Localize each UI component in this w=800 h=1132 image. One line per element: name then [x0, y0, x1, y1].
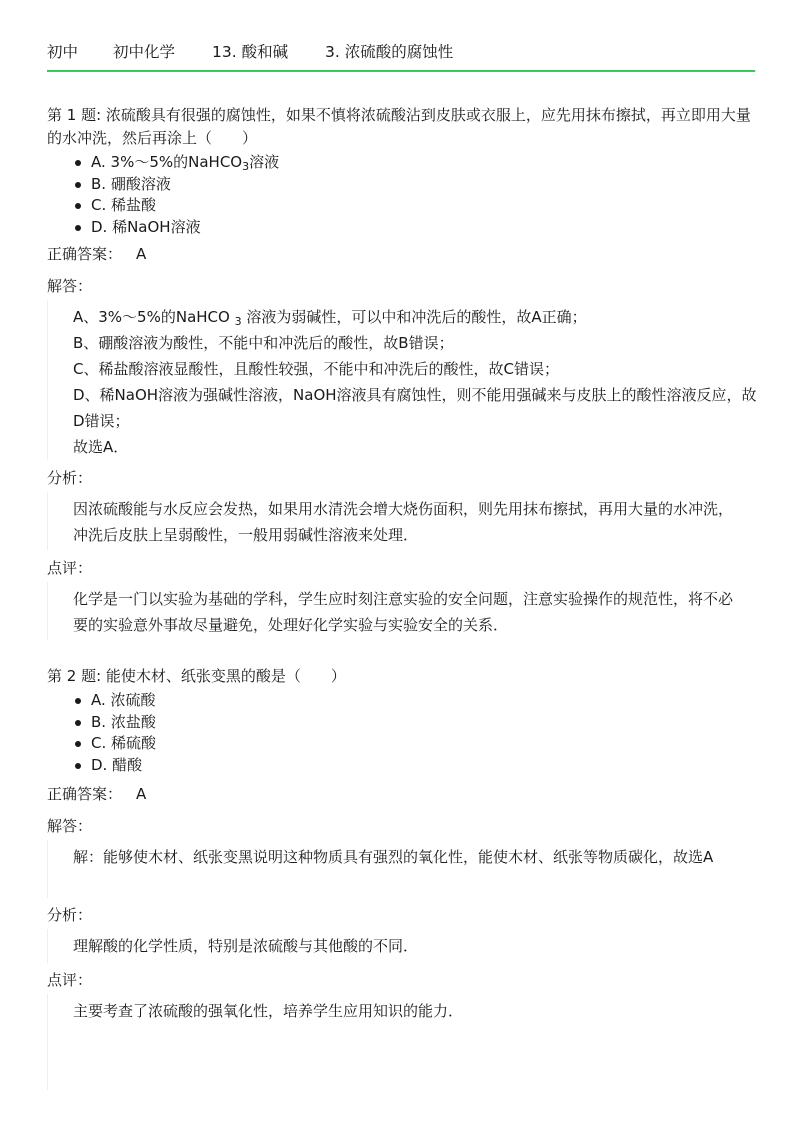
- answer-value: A: [136, 245, 147, 263]
- bullet-icon: [75, 225, 81, 231]
- breadcrumb-item-level[interactable]: 初中: [47, 43, 79, 61]
- comment-block-1: [47, 586, 757, 638]
- analysis-label: 分析：: [47, 469, 93, 487]
- answer-row-1: [47, 243, 757, 265]
- breadcrumb-item-chapter[interactable]: 13. 酸和碱: [212, 43, 289, 61]
- solution-label-1: [47, 275, 757, 297]
- question-2: [47, 665, 757, 776]
- option-text-suffix: 溶液: [249, 153, 280, 171]
- analysis-block-2: [47, 933, 757, 959]
- question-title: 第 2 题: 能使木材、纸张变黑的酸是（ ）: [47, 667, 346, 685]
- analysis-block-1: [47, 496, 757, 548]
- option-c[interactable]: [47, 733, 757, 755]
- answer-row-2: [47, 783, 757, 805]
- bullet-icon: [75, 160, 81, 166]
- comment-label: 点评：: [47, 559, 93, 577]
- option-d[interactable]: [47, 217, 757, 239]
- solution-label-2: [47, 815, 757, 837]
- option-a[interactable]: [47, 690, 757, 712]
- option-text: D. 稀NaOH溶液: [91, 217, 201, 236]
- solution-block-1: [47, 304, 757, 460]
- solution-line: 解：能够使木材、纸张变黑说明这种物质具有强烈的氧化性，能使木材、纸张等物质碳化，故选A: [73, 848, 714, 866]
- solution-line: A、3%～5%的NaHCO $_3$ 溶液为弱碱性，可以中和冲洗后的酸性，故A正确；: [73, 308, 587, 328]
- bullet-icon: [75, 698, 81, 704]
- option-b[interactable]: [47, 712, 757, 734]
- comment-label-1: [47, 557, 757, 579]
- analysis-text: 理解酸的化学性质，特别是浓硫酸与其他酸的不同．: [73, 937, 419, 955]
- comment-text: 化学是一门以实验为基础的学科，学生应时刻注意实验的安全问题，注意实验操作的规范性，将不必要的实验意外事故尽量避免，处理好化学实验与实验安全的关系．: [73, 590, 734, 634]
- options-list: [47, 690, 757, 776]
- option-d[interactable]: [47, 755, 757, 777]
- comment-block-2: [47, 998, 757, 1024]
- analysis-label-2: [47, 904, 757, 926]
- option-text: B. 浓盐酸: [91, 712, 156, 731]
- comment-label-2: [47, 969, 757, 991]
- solution-line: 故选A．: [73, 438, 129, 456]
- option-text: D. 醋酸: [91, 755, 143, 774]
- breadcrumb-item-topic[interactable]: 3. 浓硫酸的腐蚀性: [325, 43, 454, 61]
- solution-line: D、稀NaOH溶液为强碱性溶液，NaOH溶液具有腐蚀性，则不能用强碱来与皮肤上的酸性溶液反应，故D错误；: [73, 386, 757, 430]
- option-text: A. 浓硫酸: [91, 691, 156, 709]
- option-b[interactable]: [47, 174, 757, 196]
- answer-label: 正确答案：: [47, 785, 123, 803]
- option-c[interactable]: [47, 195, 757, 217]
- solution-label: 解答：: [47, 817, 93, 835]
- options-list: [47, 152, 757, 238]
- option-a[interactable]: [47, 152, 757, 174]
- option-text: B. 硼酸溶液: [91, 174, 171, 193]
- bullet-icon: [75, 763, 81, 769]
- comment-label: 点评：: [47, 971, 93, 989]
- header-divider: [47, 70, 755, 72]
- bullet-icon: [75, 203, 81, 209]
- option-text: C. 稀盐酸: [91, 196, 157, 214]
- question-title: 第 1 题: 浓硫酸具有很强的腐蚀性，如果不慎将浓硫酸沾到皮肤或衣服上，应先用抹布擦拭，再立即用大量的水冲洗，然后再涂上（ ）: [47, 106, 751, 147]
- breadcrumb: [47, 40, 453, 62]
- option-text: A. 3%～5%的NaHCO: [91, 153, 243, 171]
- option-text: C. 稀硫酸: [91, 734, 157, 752]
- comment-text: 主要考查了浓硫酸的强氧化性，培养学生应用知识的能力．: [73, 1002, 464, 1020]
- analysis-label-1: [47, 467, 757, 489]
- option-subscript: 3: [242, 160, 250, 173]
- bullet-icon: [75, 720, 81, 726]
- question-1: [47, 104, 757, 238]
- solution-block-2: [47, 844, 757, 870]
- solution-line: C、稀盐酸溶液显酸性，且酸性较强，不能中和冲洗后的酸性，故C错误；: [73, 360, 559, 378]
- bullet-icon: [75, 741, 81, 747]
- answer-label: 正确答案：: [47, 245, 123, 263]
- breadcrumb-item-subject[interactable]: 初中化学: [113, 43, 176, 61]
- answer-value: A: [136, 785, 147, 803]
- solution-line: B、硼酸溶液为酸性，不能中和冲洗后的酸性，故B错误；: [73, 334, 454, 352]
- bullet-icon: [75, 182, 81, 188]
- solution-label: 解答：: [47, 277, 93, 295]
- analysis-text: 因浓硫酸能与水反应会发热，如果用水清洗会增大烧伤面积，则先用抹布擦拭，再用大量的水冲洗，冲洗后皮肤上呈弱酸性，一般用弱碱性溶液来处理．: [73, 500, 734, 544]
- analysis-label: 分析：: [47, 906, 93, 924]
